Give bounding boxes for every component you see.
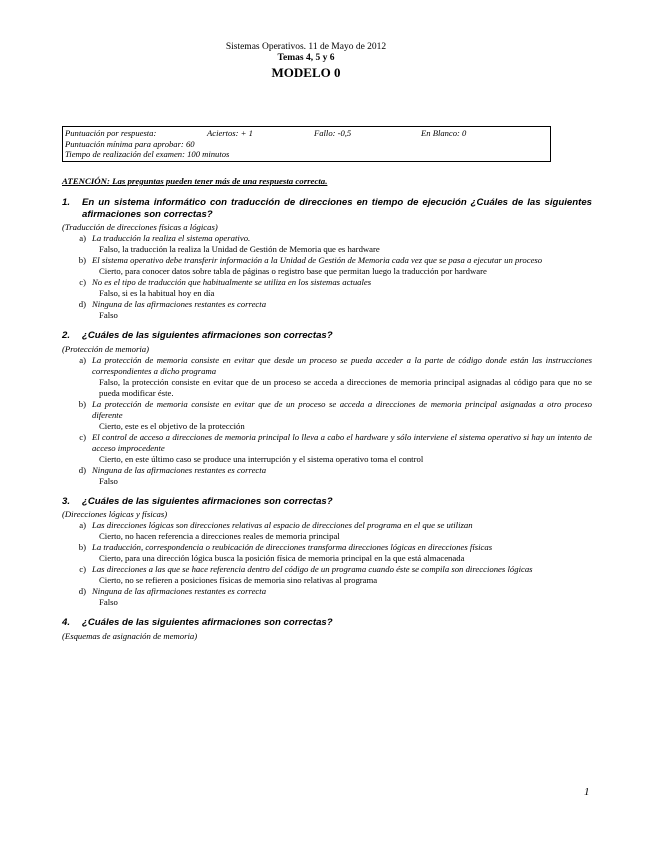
option-text: Ninguna de las afirmaciones restantes es correcta	[92, 464, 267, 475]
spacer	[62, 608, 592, 617]
option-answer: Falso, la traducción la realiza la Unidad de Gestión de Memoria que es hardware	[99, 244, 380, 255]
question-heading	[62, 197, 592, 220]
question-4	[62, 617, 592, 642]
question-number: 2.	[62, 330, 71, 342]
option-answer: Falso, si es la habitual hoy en día	[99, 288, 215, 299]
question-number: 3.	[62, 495, 71, 507]
option-letter: a)	[79, 520, 86, 531]
exam-time: Tiempo de realización del examen: 100 minutos	[65, 149, 230, 160]
option-answer: Falso, la protección consiste en evitar que de un proceso se acceda a direcciones de memoria principal asignadas al código para que no se pueda modificar éste.	[99, 376, 592, 398]
option-text: Las direcciones lógicas son direcciones relativas al espacio de direcciones del programa en el que se utilizan	[92, 520, 473, 531]
option-text: La protección de memoria consiste en evitar que desde un proceso se pueda acceder a la parte de código donde están las instrucciones correspondientes a dicho programa	[92, 354, 592, 376]
option-answer: Cierto, en este último caso se produce una interrupción y el sistema operativo toma el control	[99, 453, 424, 464]
option-answer: Cierto, no se refieren a posiciones físicas de memoria sino relativas al programa	[99, 575, 378, 586]
option-text: Ninguna de las afirmaciones restantes es correcta	[92, 586, 267, 597]
question-text: En un sistema informático con traducción de direcciones en tiempo de ejecución ¿Cuáles de las siguientes afirmaciones son correctas?	[82, 197, 592, 220]
question-text: ¿Cuáles de las siguientes afirmaciones son correctas?	[82, 617, 333, 629]
option	[62, 255, 592, 266]
option-letter: d)	[78, 464, 86, 475]
attention-note: ATENCIÓN: Las preguntas pueden tener más de una respuesta correcta.	[62, 176, 328, 186]
option-answer: Cierto, para una dirección lógica busca la posición física de memoria principal en la que está almacenada	[99, 553, 465, 564]
question-topic: (Traducción de direcciones físicas a lógicas)	[62, 222, 218, 233]
question-topic: (Esquemas de asignación de memoria)	[62, 630, 198, 641]
scoring-box	[62, 126, 551, 162]
option	[62, 299, 592, 310]
question-heading	[62, 330, 592, 342]
option	[62, 586, 592, 597]
option	[62, 355, 592, 377]
question-2	[62, 330, 592, 487]
option-text: Ninguna de las afirmaciones restantes es correcta	[92, 299, 267, 310]
course-date: Sistemas Operativos. 11 de Mayo de 2012	[225, 42, 387, 52]
correct-score: Aciertos: + 1	[207, 128, 253, 138]
option-answer: Cierto, no hacen referencia a direcciones reales de memoria principal	[99, 531, 340, 542]
option-letter: b)	[78, 398, 86, 409]
option-text: Las direcciones a las que se hace referencia dentro del código de un programa cuando éste se compila son direcciones lógicas	[92, 564, 533, 575]
option	[62, 277, 592, 288]
option-letter: b)	[78, 542, 86, 553]
option	[62, 520, 592, 531]
question-number: 4.	[62, 617, 71, 629]
option-letter: a)	[79, 354, 86, 365]
option-text: El sistema operativo debe transferir información a la Unidad de Gestión de Memoria cada vez que se pasa a ejecutar un proceso	[92, 255, 543, 266]
wrong-score: Fallo: -0,5	[314, 128, 352, 138]
spacer	[62, 321, 592, 330]
blank-score: En Blanco: 0	[421, 128, 467, 138]
option-answer: Falso	[99, 310, 118, 321]
option-answer: Cierto, este es el objetivo de la protección	[99, 420, 245, 431]
option	[62, 564, 592, 575]
question-text: ¿Cuáles de las siguientes afirmaciones son correctas?	[82, 495, 333, 507]
topics: Temas 4, 5 y 6	[277, 53, 335, 63]
option-letter: d)	[78, 586, 86, 597]
model-title: MODELO 0	[271, 65, 341, 80]
option	[62, 399, 592, 421]
question-text: ¿Cuáles de las siguientes afirmaciones son correctas?	[82, 330, 333, 342]
option-answer: Falso	[99, 597, 118, 608]
option-answer: Cierto, para conocer datos sobre tabla de páginas o registro base que permitan luego la traducción por hardware	[99, 266, 487, 277]
option-text: La traducción la realiza el sistema operativo.	[92, 233, 251, 244]
min-pass: Puntuación mínima para aprobar: 60	[65, 138, 195, 149]
option-answer: Falso	[99, 475, 118, 486]
question-topic: (Direcciones lógicas y físicas)	[62, 509, 168, 520]
question-3	[62, 496, 592, 609]
option-letter: c)	[79, 277, 86, 288]
question-heading	[62, 496, 592, 508]
question-topic: (Protección de memoria)	[62, 343, 150, 354]
question-heading	[62, 617, 592, 629]
option	[62, 233, 592, 244]
option-text: La protección de memoria consiste en evitar que de un proceso se acceda a direcciones de memoria principal asignadas a otro proceso diferente	[92, 398, 592, 420]
option	[62, 465, 592, 476]
page-number: 1	[584, 786, 590, 798]
option-text: No es el tipo de traducción que habitualmente se utiliza en los sistemas actuales	[92, 277, 372, 288]
option	[62, 542, 592, 553]
per-answer-label: Puntuación por respuesta:	[65, 128, 157, 138]
option-letter: c)	[79, 564, 86, 575]
option-letter: c)	[79, 431, 86, 442]
option-letter: b)	[78, 255, 86, 266]
spacer	[62, 487, 592, 496]
question-number: 1.	[62, 197, 71, 208]
questions-list	[62, 197, 592, 642]
question-1	[62, 197, 592, 321]
option-text: El control de acceso a direcciones de memoria principal lo lleva a cabo el hardware y sólo interviene el sistema operativo si hay un intento de acceso improcedente	[92, 431, 592, 453]
option-letter: a)	[79, 233, 86, 244]
option	[62, 432, 592, 454]
option-letter: d)	[78, 299, 86, 310]
option-text: La traducción, correspondencia o reubicación de direcciones transforma direcciones lógicas en direcciones físicas	[92, 542, 493, 553]
exam-header	[0, 42, 612, 81]
